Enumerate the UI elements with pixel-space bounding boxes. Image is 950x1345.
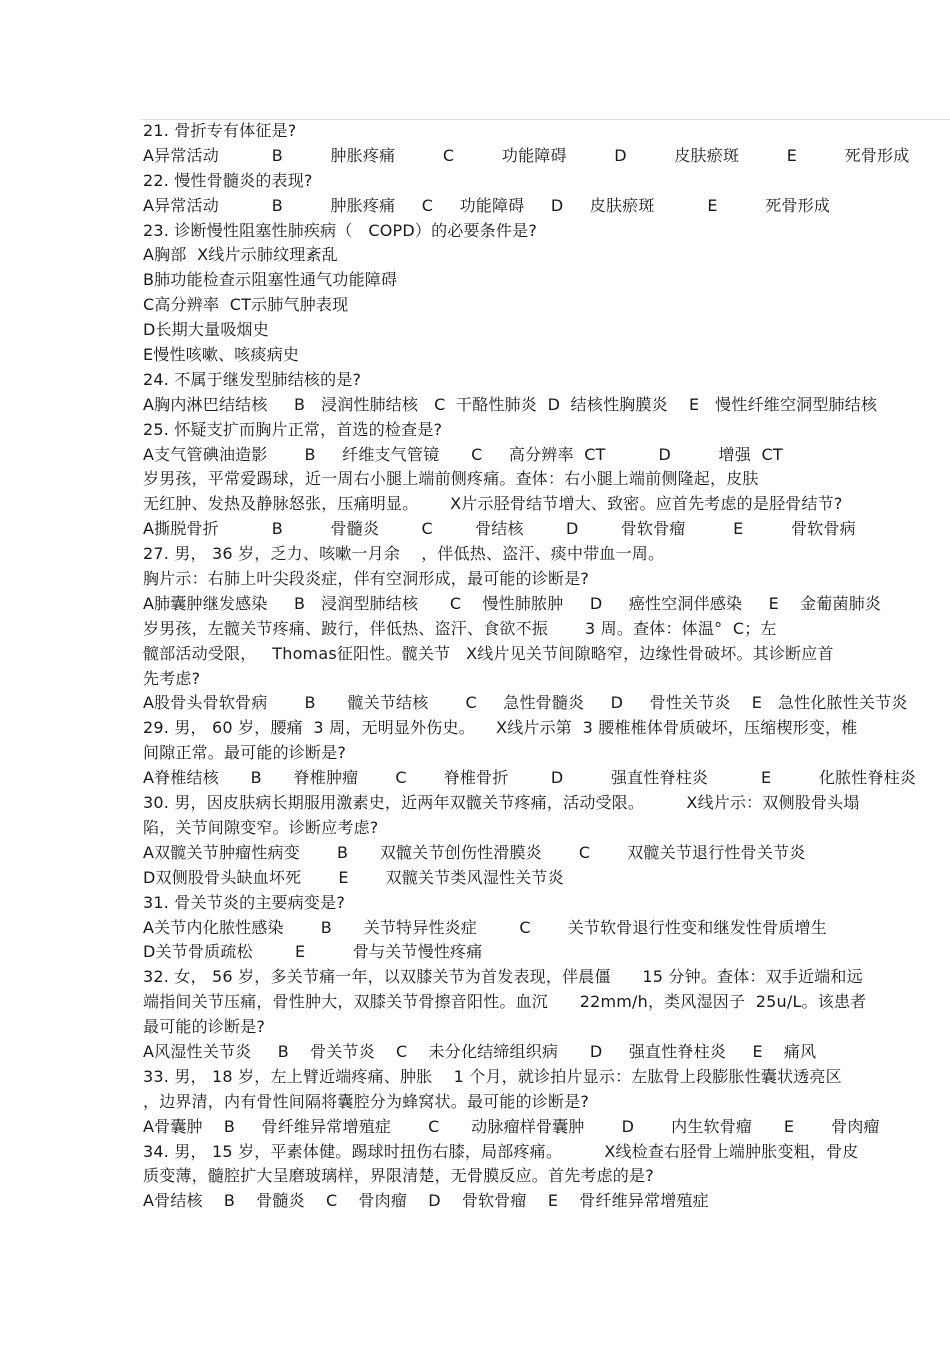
text-line: C高分辨率 CT示肺气肿表现 bbox=[143, 295, 349, 315]
text-line: 质变薄，髓腔扩大呈磨玻璃样，界限清楚，无骨膜反应。首先考虑的是? bbox=[143, 1166, 654, 1186]
text-line: 岁男孩，左髋关节疼痛、跛行，伴低热、盗汗、食欲不振 3 周。查体：体温° C；左 bbox=[143, 618, 777, 638]
text-line: 端指间关节压痛，骨性肿大，双膝关节骨擦音阳性。血沉 22mm/h，类风湿因子 25u/L。该患者 bbox=[143, 992, 867, 1012]
text-line: A异常活动 B 肿胀疼痛 C 功能障碍 D 皮肤瘀斑 E 死骨形成 bbox=[143, 145, 910, 165]
text-line: 21. 骨折专有体征是? bbox=[143, 121, 297, 140]
text-line: A支气管碘油造影 B 纤维支气管镜 C 高分辨率 CT D 增强 CT bbox=[143, 444, 783, 464]
text-line: D关节骨质疏松 E 骨与关节慢性疼痛 bbox=[143, 942, 483, 962]
text-line: 33. 男， 18 岁，左上臂近端疼痛、肿胀 1 个月，就诊拍片显示：左肱骨上段膨胀性囊状透亮区 bbox=[143, 1066, 842, 1086]
text-line: A胸部 X线片示肺纹理紊乱 bbox=[143, 245, 338, 265]
text-line: 22. 慢性骨髓炎的表现? bbox=[143, 170, 313, 190]
question-list bbox=[143, 119, 943, 1214]
text-line: ，边界清，内有骨性间隔将囊腔分为蜂窝状。最可能的诊断是? bbox=[143, 1091, 590, 1111]
text-line: 胸片示：右肺上叶尖段炎症，伴有空洞形成，最可能的诊断是? bbox=[143, 569, 590, 589]
text-line: D长期大量吸烟史 bbox=[143, 320, 269, 340]
text-line: 24. 不属于继发型肺结核的是? bbox=[143, 369, 362, 389]
text-line: 25. 怀疑支扩而胸片正常，首选的检查是? bbox=[143, 419, 443, 439]
text-line: A关节内化脓性感染 B 关节特异性炎症 C 关节软骨退行性变和继发性骨质增生 bbox=[143, 917, 827, 937]
text-line: 34. 男， 15 岁，平素体健。踢球时扭伤右膝，局部疼痛。 X线检查右胫骨上端肿胀变粗，骨皮 bbox=[143, 1141, 859, 1161]
text-line: A双髋关节肿瘤性病变 B 双髋关节创伤性滑膜炎 C 双髋关节退行性骨关节炎 bbox=[143, 842, 806, 862]
text-line: 32. 女， 56 岁，多关节痛一年，以双膝关节为首发表现，伴晨僵 15 分钟。查体：双手近端和远 bbox=[143, 967, 863, 987]
text-line: 27. 男， 36 岁，乏力、咳嗽一月余 ，伴低热、盗汗、痰中带血一周。 bbox=[143, 544, 665, 564]
text-line: 29. 男， 60 岁，腰痛 3 周，无明显外伤史。 X线片示第 3 腰椎椎体骨质破坏，压缩楔形变，椎 bbox=[143, 718, 858, 738]
text-line: 髋部活动受限， Thomas征阳性。髋关节 X线片见关节间隙略窄，边缘性骨破坏。其诊断应首 bbox=[143, 643, 834, 663]
text-line: A肺囊肿继发感染 B 浸润型肺结核 C 慢性肺脓肿 D 癌性空洞伴感染 E 金葡菌肺炎 bbox=[143, 593, 882, 613]
text-line: 陷，关节间隙变窄。诊断应考虑? bbox=[143, 817, 379, 837]
text-line: A骨囊肿 B 骨纤维异常增殖症 C 动脉瘤样骨囊肿 D 内生软骨瘤 E 骨肉瘤 bbox=[143, 1116, 880, 1136]
text-line: A风湿性关节炎 B 骨关节炎 C 未分化结缔组织病 D 强直性脊柱炎 E 痛风 bbox=[143, 1041, 817, 1061]
text-line: D双侧股骨头缺血坏死 E 双髋关节类风湿性关节炎 bbox=[143, 867, 564, 887]
text-line: 31. 骨关节炎的主要病变是? bbox=[143, 892, 346, 912]
text-line: 23. 诊断慢性阻塞性肺疾病（ COPD）的必要条件是? bbox=[143, 220, 538, 240]
text-line: A骨结核 B 骨髓炎 C 骨肉瘤 D 骨软骨瘤 E 骨纤维异常增殖症 bbox=[143, 1191, 709, 1211]
text-line: A撕脱骨折 B 骨髓炎 C 骨结核 D 骨软骨瘤 E 骨软骨病 bbox=[143, 519, 856, 539]
text-line: 30. 男，因皮肤病长期服用激素史，近两年双髋关节疼痛，活动受限。 X线片示：双侧股骨头塌 bbox=[143, 793, 860, 813]
text-line: 先考虑? bbox=[143, 668, 201, 688]
text-line: 无红肿、发热及静脉怒张，压痛明显。 X片示胫骨结节增大、致密。应首先考虑的是胫骨结节? bbox=[143, 494, 843, 514]
text-line: A股骨头骨软骨病 B 髋关节结核 C 急性骨髓炎 D 骨性关节炎 E 急性化脓性关节炎 bbox=[143, 693, 908, 713]
text-line: 间隙正常。最可能的诊断是? bbox=[143, 743, 347, 763]
text-line: 最可能的诊断是? bbox=[143, 1017, 266, 1037]
text-line: A胸内淋巴结结核 B 浸润性肺结核 C 干酪性肺炎 D 结核性胸膜炎 E 慢性纤维空洞型肺结核 bbox=[143, 394, 878, 414]
text-line: 岁男孩，平常爱踢球，近一周右小腿上端前侧疼痛。查体：右小腿上端前侧隆起，皮肤 bbox=[143, 469, 759, 489]
text-line: A脊椎结核 B 脊椎肿瘤 C 脊椎骨折 D 强直性脊柱炎 E 化脓性脊柱炎 bbox=[143, 768, 917, 788]
text-line: A异常活动 B 肿胀疼痛 C 功能障碍 D 皮肤瘀斑 E 死骨形成 bbox=[143, 195, 831, 215]
text-line: E慢性咳嗽、咳痰病史 bbox=[143, 345, 300, 365]
text-line: B肺功能检查示阻塞性通气功能障碍 bbox=[143, 270, 398, 290]
